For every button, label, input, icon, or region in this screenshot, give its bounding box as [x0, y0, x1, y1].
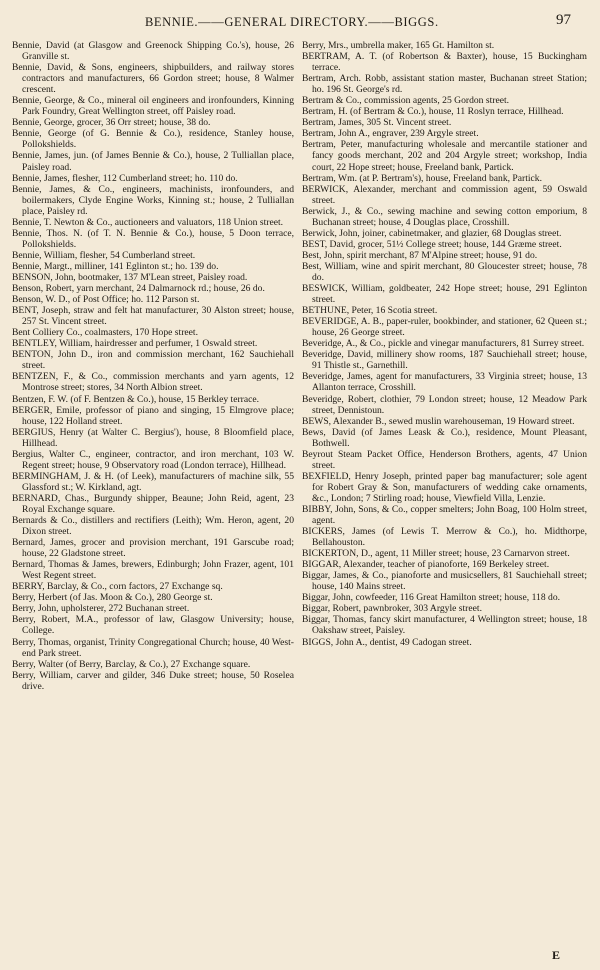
- directory-entry: Berry, Walter (of Berry, Barclay, & Co.), 27 Exchange square.: [12, 658, 251, 670]
- directory-entry: Berry, Herbert (of Jas. Moon & Co.), 280 George st.: [12, 592, 213, 604]
- directory-entry: Bennie, David (at Glasgow and Greenock Shipping Co.'s), house, 26 Granville st.: [12, 40, 294, 63]
- directory-entry: Bennie, David, & Sons, engineers, shipbuilders, and railway stores contractors and manufacturers, 66 Gordon street; house, 8 Walmer crescent.: [12, 62, 294, 96]
- directory-entry: Bertram & Co., commission agents, 25 Gordon street.: [302, 95, 510, 107]
- directory-entry: BESWICK, William, goldbeater, 242 Hope street; house, 291 Eglinton street.: [302, 283, 587, 306]
- directory-entry: Biggar, Thomas, fancy skirt manufacturer, 4 Wellington street; house, 18 Oakshaw street, Paisley.: [302, 614, 587, 637]
- directory-entry: BERRY, Barclay, & Co., corn factors, 27 Exchange sq.: [12, 581, 223, 593]
- directory-entry: BENTZEN, F., & Co., commission merchants and yarn agents, 12 Montrose street; stores, 34 North Albion street.: [12, 371, 294, 394]
- directory-entry: Benson, W. D., of Post Office; ho. 112 Parson st.: [12, 294, 200, 306]
- directory-entry: Bennie, William, flesher, 54 Cumberland street.: [12, 249, 196, 261]
- directory-entry: BENT, Joseph, straw and felt hat manufacturer, 30 Alston street; house, 257 St. Vincent street.: [12, 305, 294, 328]
- directory-entry: Berwick, J., & Co., sewing machine and sewing cotton emporium, 8 Buchanan street; house, 4 Douglas place, Crosshill.: [302, 205, 587, 228]
- directory-entry: Bernards & Co., distillers and rectifiers (Leith); Wm. Heron, agent, 20 Dixon street.: [12, 515, 294, 538]
- directory-entry: Beveridge, James, agent for manufacturers, 33 Virginia street; house, 13 Allanton terrace, Crosshill.: [302, 371, 587, 394]
- directory-entry: Bernard, Thomas & James, brewers, Edinburgh; John Frazer, agent, 101 West Regent street.: [12, 559, 294, 582]
- directory-entry: BENTON, John D., iron and commission merchant, 162 Sauchiehall street.: [12, 349, 294, 372]
- directory-entry: Biggar, Robert, pawnbroker, 303 Argyle street.: [302, 603, 482, 615]
- directory-entry: Bennie, T. Newton & Co., auctioneers and valuators, 118 Union street.: [12, 216, 284, 228]
- directory-entry: Bews, David (of James Leask & Co.), residence, Mount Pleasant, Bothwell.: [302, 426, 587, 449]
- directory-entry: BERGER, Emile, professor of piano and singing, 15 Elmgrove place; house, 122 Holland street.: [12, 404, 294, 427]
- directory-entry: Best, William, wine and spirit merchant, 80 Gloucester street; house, 78 do.: [302, 260, 587, 283]
- directory-entry: BICKERS, James (of Lewis T. Merrow & Co.), ho. Midthorpe, Bellahouston.: [302, 526, 587, 549]
- directory-entry: Beveridge, David, millinery show rooms, 187 Sauchiehall street; house, 91 Thistle st., Garnethill.: [302, 349, 587, 372]
- directory-entry: Bent Colliery Co., coalmasters, 170 Hope street.: [12, 327, 198, 339]
- directory-entry: Biggar, John, cowfeeder, 116 Great Hamilton street; house, 118 do.: [302, 592, 561, 604]
- directory-entry: Beveridge, A., & Co., pickle and vinegar manufacturers, 81 Surrey street.: [302, 338, 585, 350]
- directory-entry: Bennie, James, flesher, 112 Cumberland street; ho. 110 do.: [12, 172, 238, 184]
- directory-entry: Bennie, George, & Co., mineral oil engineers and ironfounders, Kinning Park Foundry, Great Wellington street, off Paisley road.: [12, 95, 294, 118]
- directory-entry: Bertram, John A., engraver, 239 Argyle street.: [302, 128, 479, 140]
- running-title: BENNIE.——GENERAL DIRECTORY.——BIGGS.: [145, 15, 439, 29]
- directory-entry: Bennie, Margt., milliner, 141 Eglinton st.; ho. 139 do.: [12, 260, 219, 272]
- directory-entry: BIGGAR, Alexander, teacher of pianoforte, 169 Berkeley street.: [302, 559, 550, 571]
- directory-entry: Berry, Robert, M.A., professor of law, Glasgow University; house, College.: [12, 614, 294, 637]
- directory-entry: Bertram, James, 305 St. Vincent street.: [302, 117, 452, 129]
- right-column: [302, 40, 587, 648]
- directory-entry: BEXFIELD, Henry Joseph, printed paper bag manufacturer; sole agent for Robert Gray & Son, manufacturers of wedding cake ornaments, &c., London; 7 Stirling road; house, Viewfield Villa, Lenzie.: [302, 470, 587, 504]
- directory-entry: Benson, Robert, yarn merchant, 24 Dalmarnock rd.; house, 26 do.: [12, 283, 265, 295]
- directory-entry: BEWS, Alexander B., sewed muslin warehouseman, 19 Howard street.: [302, 415, 575, 427]
- directory-entry: Bergius, Walter C., engineer, contractor, and iron merchant, 103 W. Regent street; house, 9 Observatory road (London terrace), Hillhead.: [12, 448, 294, 471]
- directory-entry: BIGGS, John A., dentist, 49 Cadogan street.: [302, 636, 472, 648]
- directory-entry: BENTLEY, William, hairdresser and perfumer, 1 Oswald street.: [12, 338, 258, 350]
- directory-entry: Bennie, James, jun. (of James Bennie & Co.), house, 2 Tulliallan place, Paisley road.: [12, 150, 294, 173]
- directory-entry: Beyrout Steam Packet Office, Henderson Brothers, agents, 47 Union street.: [302, 448, 587, 471]
- directory-entry: BERMINGHAM, J. & H. (of Leek), manufacturers of machine silk, 55 Glassford st.; W. Kirkland, agt.: [12, 470, 294, 493]
- directory-entry: BERNARD, Chas., Burgundy shipper, Beaune; John Reid, agent, 23 Royal Exchange square.: [12, 492, 294, 515]
- left-column: [12, 40, 294, 692]
- directory-entry: Berry, John, upholsterer, 272 Buchanan street.: [12, 603, 190, 615]
- directory-entry: BIBBY, John, Sons, & Co., copper smelters; John Boag, 100 Holm street, agent.: [302, 503, 587, 527]
- directory-entry: Bertram, Wm. (at P. Bertram's), house, Freeland bank, Partick.: [302, 172, 543, 184]
- page-header: [0, 12, 600, 32]
- directory-entry: Berry, William, carver and gilder, 346 Duke street; house, 50 Roselea drive.: [12, 669, 294, 692]
- directory-entry: Bertram, Peter, manufacturing wholesale and mercantile stationer and fancy goods merchant, 202 and 204 Argyle street; workshop, India court, 22 Hope street; house, Freeland bank, Partick.: [302, 139, 587, 173]
- directory-entry: Berry, Thomas, organist, Trinity Congregational Church; house, 40 West-end Park street.: [12, 636, 294, 659]
- directory-entry: BEST, David, grocer, 51½ College street; house, 144 Græme street.: [302, 238, 562, 250]
- page-number: 97: [556, 12, 571, 28]
- directory-entry: BEVERIDGE, A. B., paper-ruler, bookbinder, and stationer, 62 Queen st.; house, 26 George street.: [302, 316, 587, 339]
- directory-entry: BETHUNE, Peter, 16 Scotia street.: [302, 305, 438, 317]
- directory-entry: Bentzen, F. W. (of F. Bentzen & Co.), house, 15 Berkley terrace.: [12, 393, 260, 405]
- directory-entry: BERTRAM, A. T. (of Robertson & Baxter), house, 15 Buckingham terrace.: [302, 51, 587, 74]
- directory-entry: Bennie, George, grocer, 36 Orr street; house, 38 do.: [12, 117, 211, 129]
- directory-entry: Beveridge, Robert, clothier, 79 London street; house, 12 Meadow Park street, Dennistoun.: [302, 393, 587, 416]
- directory-entry: Biggar, James, & Co., pianoforte and musicsellers, 81 Sauchiehall street; house, 140 Mains street.: [302, 570, 587, 593]
- directory-entry: Bennie, James, & Co., engineers, machinists, ironfounders, and boilermakers, Clyde Engine Works, Kinning st.; house, 2 Tulliallan place, Paisley rd.: [12, 183, 294, 217]
- directory-entry: BERGIUS, Henry (at Walter C. Bergius'), house, 8 Bloomfield place, Hillhead.: [12, 426, 294, 449]
- directory-entry: Bennie, George (of G. Bennie & Co.), residence, Stanley house, Pollokshields.: [12, 128, 294, 151]
- directory-entry: BERWICK, Alexander, merchant and commission agent, 59 Oswald street.: [302, 183, 587, 206]
- directory-entry: Berwick, John, joiner, cabinetmaker, and glazier, 68 Douglas street.: [302, 227, 562, 239]
- directory-entry: BENSON, John, bootmaker, 137 M'Lean street, Paisley road.: [12, 271, 248, 283]
- directory-entry: BICKERTON, D., agent, 11 Miller street; house, 23 Carnarvon street.: [302, 548, 570, 560]
- directory-entry: Berry, Mrs., umbrella maker, 165 Gt. Hamilton st.: [302, 40, 495, 51]
- directory-entry: Bertram, Arch. Robb, assistant station master, Buchanan street Station; ho. 196 St. George's rd.: [302, 73, 587, 96]
- directory-entry: Bernard, James, grocer and provision merchant, 191 Garscube road; house, 22 Gladstone street.: [12, 537, 294, 560]
- directory-entry: Bertram, H. (of Bertram & Co.), house, 11 Roslyn terrace, Hillhead.: [302, 106, 564, 118]
- signature-mark: E: [552, 948, 561, 962]
- directory-entry: Best, John, spirit merchant, 87 M'Alpine street; house, 91 do.: [302, 249, 538, 261]
- directory-entry: Bennie, Thos. N. (of T. N. Bennie & Co.), house, 5 Doon terrace, Pollokshields.: [12, 227, 294, 250]
